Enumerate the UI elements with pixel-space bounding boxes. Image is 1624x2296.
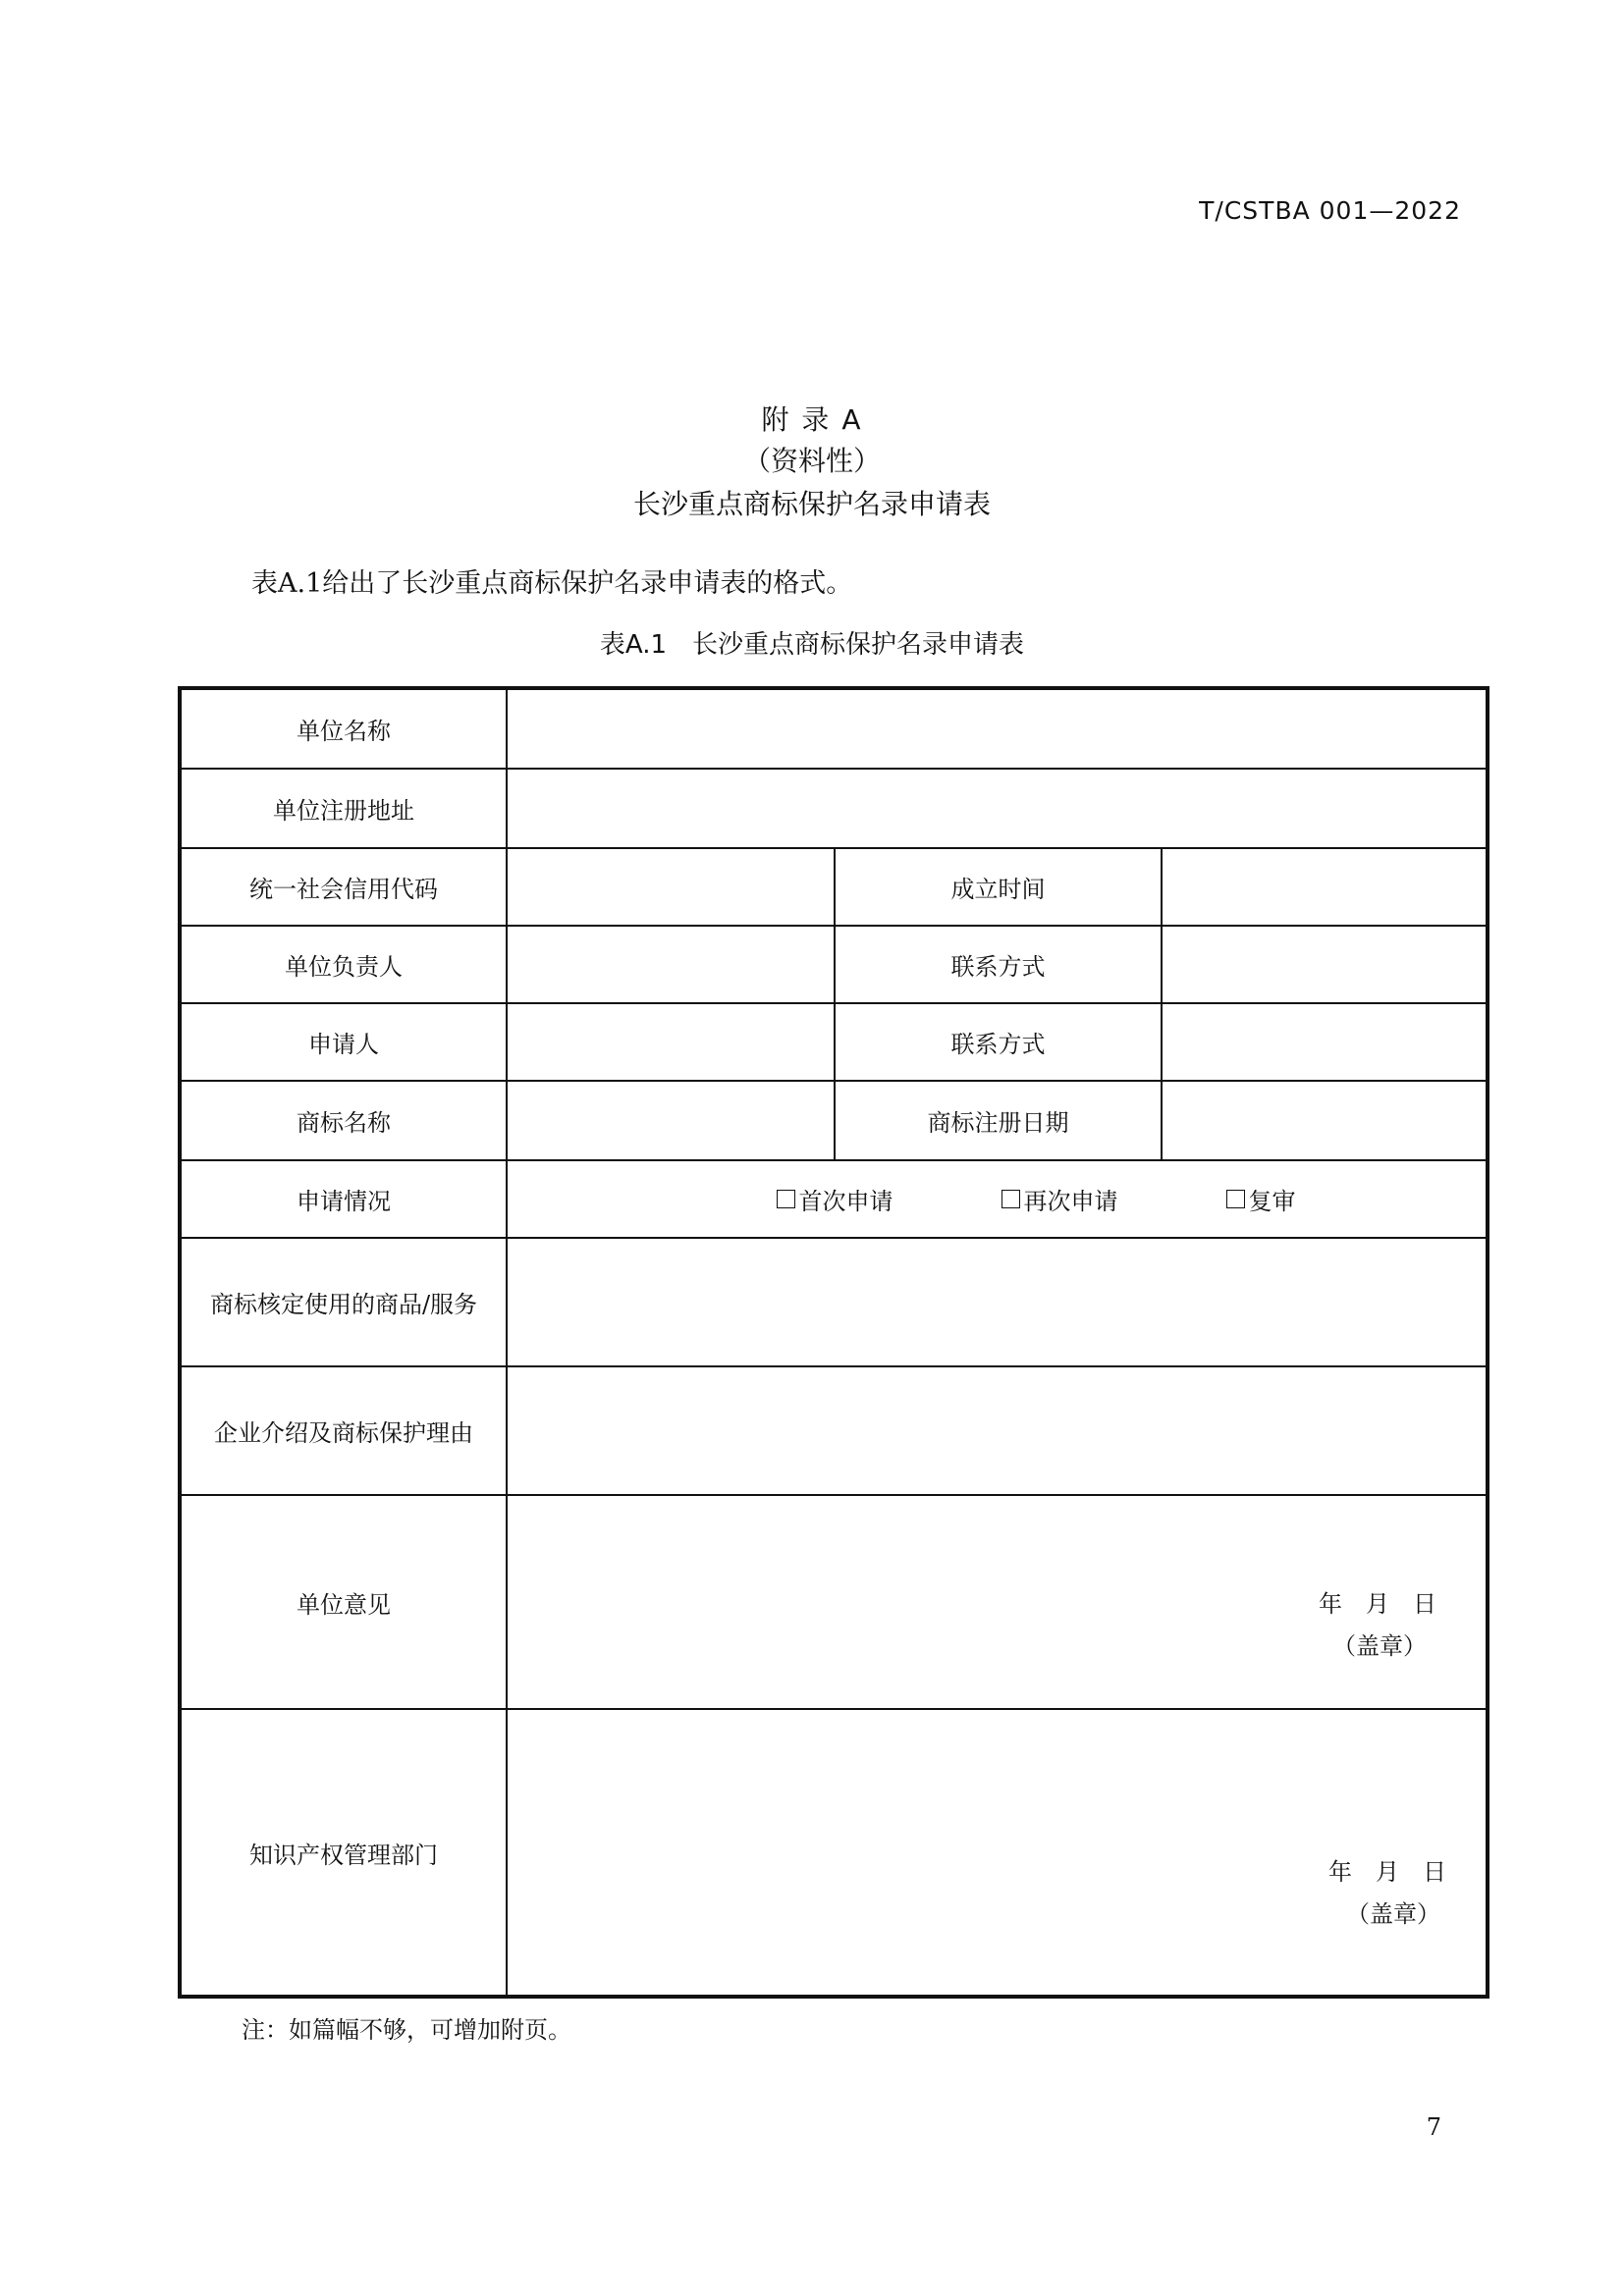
- checkbox-icon: [1001, 1190, 1020, 1208]
- label-unit-opinion: 单位意见: [180, 1495, 507, 1709]
- page-number: 7: [1426, 2113, 1441, 2141]
- table-row: [180, 1495, 1488, 1709]
- field-unit-leader[interactable]: [507, 926, 835, 1003]
- label-trademark-name: 商标名称: [180, 1081, 507, 1160]
- field-trademark-name[interactable]: [507, 1081, 835, 1160]
- field-contact-2[interactable]: [1162, 1003, 1488, 1081]
- date-line: 年 月 日: [1319, 1590, 1436, 1618]
- label-contact-1: 联系方式: [835, 926, 1162, 1003]
- checkbox-first-application[interactable]: [777, 1182, 893, 1216]
- annex-type: （资料性）: [742, 445, 881, 477]
- seal-line: （盖章）: [1346, 1900, 1440, 1928]
- label-intro-reason: 企业介绍及商标保护理由: [180, 1366, 507, 1495]
- standard-number: T/CSTBA 001—2022: [1199, 196, 1461, 225]
- checkbox-reapplication[interactable]: [1001, 1182, 1118, 1216]
- field-unit-opinion[interactable]: [507, 1495, 1488, 1709]
- footnote: 注：如篇幅不够，可增加附页。: [242, 2016, 571, 2044]
- label-ip-dept: 知识产权管理部门: [180, 1709, 507, 1997]
- table-row: [180, 1238, 1488, 1366]
- date-line: 年 月 日: [1328, 1858, 1446, 1886]
- field-ip-dept[interactable]: [507, 1709, 1488, 1997]
- field-intro-reason[interactable]: [507, 1366, 1488, 1495]
- field-established[interactable]: [1162, 848, 1488, 926]
- table-caption: 表A.1 长沙重点商标保护名录申请表: [599, 630, 1025, 660]
- field-application-status: [507, 1160, 1488, 1238]
- label-applicant: 申请人: [180, 1003, 507, 1081]
- label-application-status: 申请情况: [180, 1160, 507, 1238]
- label-goods-services: 商标核定使用的商品/服务: [180, 1238, 507, 1366]
- annex-name: 长沙重点商标保护名录申请表: [632, 488, 991, 520]
- option-label: 首次申请: [798, 1188, 893, 1215]
- checkbox-icon: [1226, 1190, 1245, 1208]
- table-row: [180, 1081, 1488, 1160]
- table-row: [180, 1003, 1488, 1081]
- table-row: [180, 1366, 1488, 1495]
- field-unit-address[interactable]: [507, 769, 1488, 848]
- label-unit-name: 单位名称: [180, 688, 507, 769]
- table-row: [180, 1160, 1488, 1238]
- field-unit-name[interactable]: [507, 688, 1488, 769]
- table-row: [180, 1709, 1488, 1997]
- field-goods-services[interactable]: [507, 1238, 1488, 1366]
- checkbox-review[interactable]: [1226, 1182, 1296, 1216]
- label-unit-leader: 单位负责人: [180, 926, 507, 1003]
- seal-line: （盖章）: [1332, 1632, 1427, 1660]
- label-contact-2: 联系方式: [835, 1003, 1162, 1081]
- checkbox-icon: [777, 1190, 795, 1208]
- label-unit-address: 单位注册地址: [180, 769, 507, 848]
- label-trademark-reg-date: 商标注册日期: [835, 1081, 1162, 1160]
- field-applicant[interactable]: [507, 1003, 835, 1081]
- label-credit-code: 统一社会信用代码: [180, 848, 507, 926]
- application-form-table: [178, 686, 1489, 1999]
- field-contact-1[interactable]: [1162, 926, 1488, 1003]
- field-trademark-reg-date[interactable]: [1162, 1081, 1488, 1160]
- field-credit-code[interactable]: [507, 848, 835, 926]
- table-row: [180, 926, 1488, 1003]
- option-label: 复审: [1248, 1188, 1296, 1215]
- intro-text: 表A.1给出了长沙重点商标保护名录申请表的格式。: [251, 568, 853, 599]
- table-row: [180, 848, 1488, 926]
- label-established: 成立时间: [835, 848, 1162, 926]
- option-label: 再次申请: [1023, 1188, 1118, 1215]
- table-row: [180, 688, 1488, 769]
- annex-title: 附 录 A: [761, 403, 863, 436]
- table-row: [180, 769, 1488, 848]
